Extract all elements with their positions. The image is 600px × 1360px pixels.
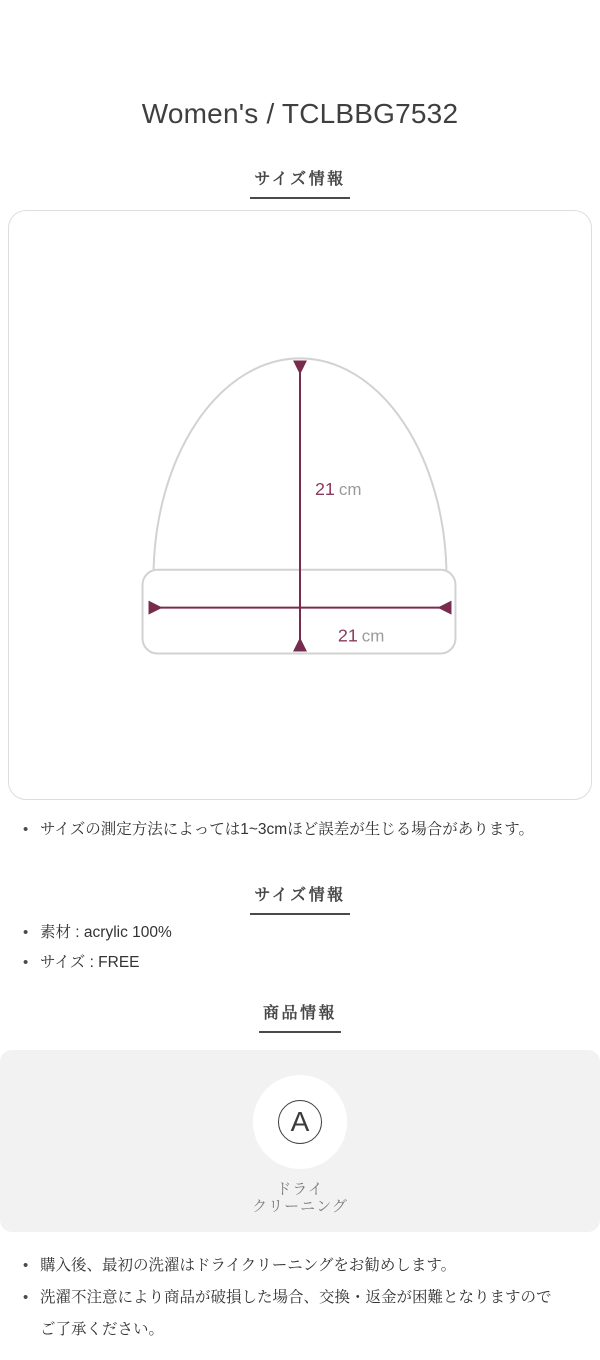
page-title: Women's / TCLBBG7532 (141, 98, 459, 129)
care-label-line2: クリーニング (252, 1198, 348, 1215)
width-unit-label: cm (361, 626, 385, 646)
material-item: • 素材 : acrylic 100% (0, 918, 600, 948)
size-diagram-heading: サイズ情報 (250, 170, 349, 199)
care-symbol-letter: A (290, 1106, 310, 1137)
dry-clean-circle-a-icon (278, 1100, 322, 1144)
height-value-label: 21 (314, 479, 335, 500)
size-measure-note-item: • サイズの測定方法によっては1~3cmほど誤差が生じる場合があります。 (0, 815, 600, 845)
size-info-section-header (0, 886, 600, 915)
care-symbol-background (253, 1075, 347, 1169)
height-unit-label: cm (338, 480, 362, 500)
size-diagram-card (8, 210, 592, 800)
care-instructions-panel (0, 1050, 600, 1232)
beanie-size-diagram (9, 211, 591, 799)
size-measure-note-list (0, 815, 600, 845)
care-label (252, 1181, 348, 1215)
care-label-line1: ドライ (276, 1181, 324, 1198)
washing-note-item: • 購入後、最初の洗濯はドライクリーニングをお勧めします。 (0, 1250, 564, 1282)
width-value-label: 21 (337, 625, 358, 646)
size-diagram-section-header (0, 170, 600, 199)
washing-note-item: • 洗濯不注意により商品が破損した場合、交換・返金が困難となりますのでご了承ください。 (0, 1282, 564, 1346)
size-item: • サイズ : FREE (0, 948, 600, 978)
washing-note-list (0, 1250, 600, 1346)
product-info-section-header (0, 1004, 600, 1033)
height-measure-arrow-top-icon (293, 360, 307, 374)
product-info-heading: 商品情報 (259, 1004, 341, 1033)
size-info-heading: サイズ情報 (250, 886, 349, 915)
size-info-list (0, 918, 600, 978)
